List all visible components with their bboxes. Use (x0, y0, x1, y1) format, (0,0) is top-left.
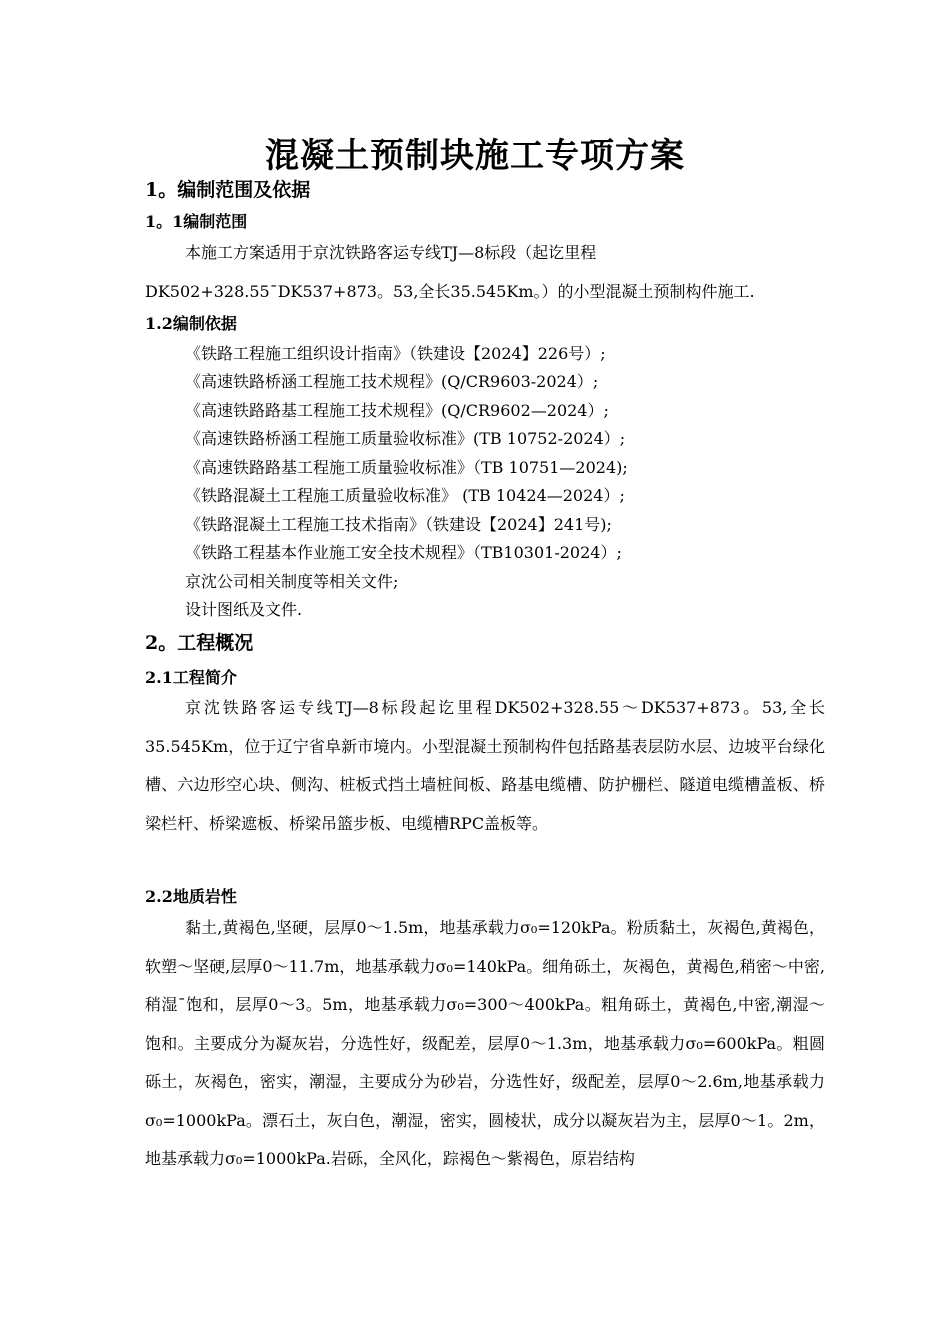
section-2-2-heading: 2.2地质岩性 (145, 887, 237, 906)
section-2-1-heading: 2.1工程简介 (145, 668, 237, 687)
basis-item: 《高速铁路桥涵工程施工质量验收标准》(TB 10752-2024）; (185, 429, 626, 448)
basis-item: 《高速铁路路基工程施工质量验收标准》（TB 10751—2024); (185, 458, 628, 477)
basis-item: 《铁路混凝土工程施工质量验收标准》 (TB 10424—2024）; (185, 486, 625, 505)
section-2-heading: 2。工程概况 (145, 632, 254, 654)
basis-item: 《高速铁路桥涵工程施工技术规程》(Q/CR9603-2024）; (185, 372, 599, 391)
basis-item: 京沈公司相关制度等相关文件; (185, 572, 399, 591)
scope-text-line-1: 本施工方案适用于京沈铁路客运专线TJ—8标段（起讫里程 (185, 243, 597, 262)
scope-text-line-2: DK502+328.55¯DK537+873。53,全长35.545Km。）的小型混凝土预制构件施工. (145, 282, 755, 301)
basis-item: 设计图纸及文件. (185, 600, 303, 619)
section-1-2-heading: 1.2编制依据 (145, 314, 237, 333)
section-1-heading: 1。编制范围及依据 (145, 179, 311, 201)
document-title: 混凝土预制块施工专项方案 (265, 136, 685, 176)
basis-item: 《铁路混凝土工程施工技术指南》（铁建设【2024】241号); (185, 515, 612, 534)
geology-paragraph: 黏土,黄褐色,坚硬，层厚0～1.5m，地基承载力σ₀=120kPa。粉质黏土，灰褐色,黄褐色，软塑～坚硬,层厚0～11.7m，地基承载力σ₀=140kPa。细角砾土，灰褐色，黄褐色,稍密～中密,稍湿¯饱和，层厚0～3。5m，地基承载力σ₀=300～400kPa。粗角砾土，黄褐色,中密,潮湿～饱和。主要成分为凝灰岩，分选性好，级配差，层厚0～1.3m，地基承载力σ₀=600kPa。粗圆砾土，灰褐色，密实，潮湿，主要成分为砂岩，分选性好，级配差，层厚0～2.6m,地基承载力σ₀=1000kPa。漂石土，灰白色，潮湿，密实，圆棱状，成分以凝灰岩为主，层厚0～1。2m，地基承载力σ₀=1000kPa.岩砾，全风化，踪褐色～紫褐色，原岩结构 (145, 918, 825, 1168)
project-intro-paragraph: 京沈铁路客运专线TJ—8标段起讫里程DK502+328.55～DK537+873。53,全长35.545Km，位于辽宁省阜新市境内。小型混凝土预制构件包括路基表层防水层、边坡平台绿化槽、六边形空心块、侧沟、桩板式挡土墙桩间板、路基电缆槽、防护栅栏、隧道电缆槽盖板、桥梁栏杆、桥梁遮板、桥梁吊篮步板、电缆槽RPC盖板等。 (145, 698, 825, 833)
basis-item: 《高速铁路路基工程施工技术规程》(Q/CR9602—2024）; (185, 401, 609, 420)
section-1-1-heading: 1。1编制范围 (145, 212, 248, 231)
basis-item: 《铁路工程基本作业施工安全技术规程》（TB10301-2024）; (185, 543, 622, 562)
basis-item: 《铁路工程施工组织设计指南》（铁建设【2024】226号）; (185, 344, 606, 363)
